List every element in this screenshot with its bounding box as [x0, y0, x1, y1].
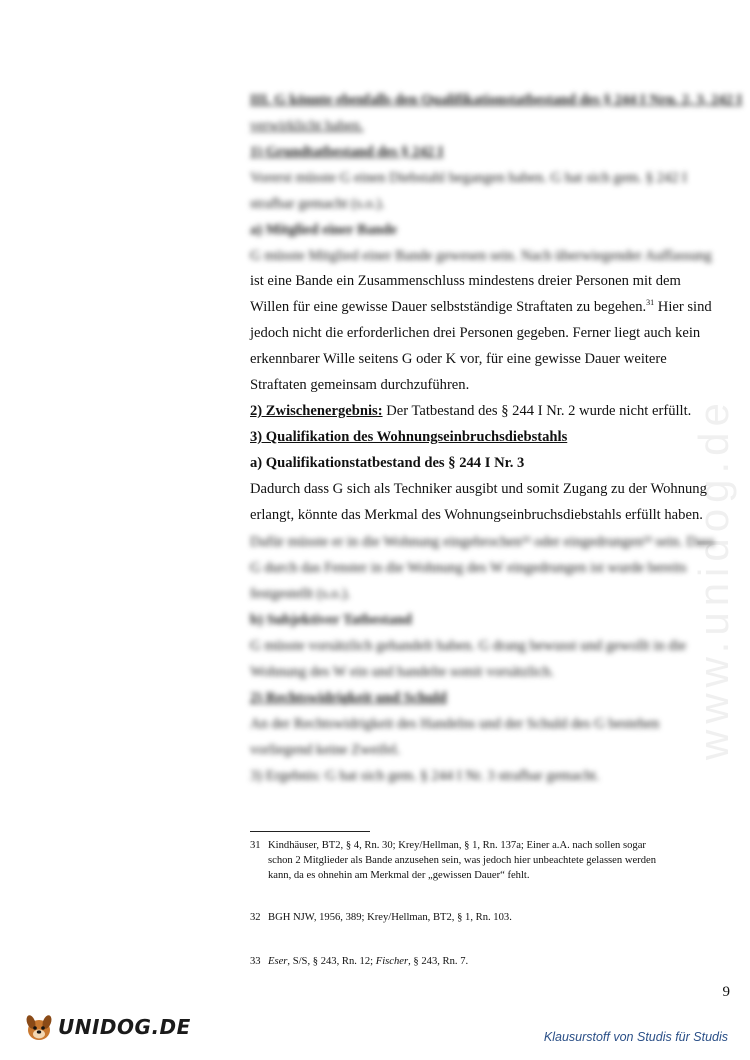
footer-slogan: Klausurstoff von Studis für Studis [543, 1030, 728, 1044]
blurred-text-line: 3) Ergebnis: G hat sich gem. § 244 I Nr. 3 strafbar gemacht. [250, 768, 600, 784]
heading-qualification-a: a) Qualifikationstatbestand des § 244 I Nr. 3 [250, 455, 525, 471]
blurred-text-line: festgestellt (s.o.). [250, 586, 351, 602]
blurred-text-line: strafbar gemacht (s.o.). [250, 196, 385, 212]
blurred-text-line: III. G könnte ebenfalls den Qualifikationstatbestand des § 244 I Nrn. 2, 3, 242 I [250, 92, 743, 108]
blurred-text-line: An der Rechtswidrigkeit des Handelns und der Schuld des G bestehen [250, 716, 660, 732]
blurred-text-line: Vorerst müsste G einen Diebstahl begangen haben. G hat sich gem. § 242 I [250, 170, 688, 186]
text-line: erkennbarer Wille seitens G oder K vor, für eine gewisse Dauer weitere [250, 351, 667, 367]
blurred-text-line: a) Mitglied einer Bande [250, 222, 397, 238]
logo-text: UNIDOG.DE [58, 1015, 191, 1039]
blurred-text-line: 2) Rechtswidrigkeit und Schuld [250, 690, 447, 706]
heading-qualification: 3) Qualifikation des Wohnungseinbruchsdiebstahls [250, 429, 568, 445]
footnote-divider [250, 831, 370, 832]
blurred-text-line: G müsste vorsätzlich gehandelt haben. G drang bewusst und gewollt in die [250, 638, 687, 654]
footnote-32: 32 BGH NJW, 1956, 389; Krey/Hellman, BT2, § 1, Rn. 103. [250, 912, 512, 923]
blurred-text-line: b) Subjektiver Tatbestand [250, 612, 412, 628]
text-line: Dadurch dass G sich als Techniker ausgibt und somit Zugang zu der Wohnung [250, 481, 707, 497]
intermediate-result: 2) Zwischenergebnis: Der Tatbestand des § 244 I Nr. 2 wurde nicht erfüllt. [250, 403, 692, 419]
blurred-text-line: G durch das Fenster in die Wohnung des W eingedrungen ist wurde bereits [250, 560, 687, 576]
blurred-text-line: verwirklicht haben. [250, 118, 364, 134]
blurred-text-line: Dafür müsste er in die Wohnung eingebrochen³² oder eingedrungen³³ sein. Dass [250, 534, 715, 550]
text-line: erlangt, könnte das Merkmal des Wohnungseinbruchsdiebstahls erfüllt haben. [250, 507, 703, 523]
watermark: www.unidog.de [690, 397, 737, 760]
dog-icon [22, 1010, 56, 1044]
blurred-text-line: 1) Grundtatbestand des § 242 I [250, 144, 444, 160]
footnote-31: 31 Kindhäuser, BT2, § 4, Rn. 30; Krey/Hellman, § 1, Rn. 137a; Einer a.A. nach sollen sogar schon 2 Mitglieder als Bande anzusehen sein, was jedoch hier unbeachtete gelassen werden kann, da es ohnehin am Merkmal der „gewissen Dauer“ fehlt. [250, 840, 657, 881]
footnote-ref-31: 31 [646, 298, 655, 307]
blurred-bottom-section [250, 529, 732, 789]
page-number: 9 [722, 984, 730, 1000]
blurred-top-section [250, 87, 743, 269]
text-line: jedoch nicht die erforderlichen drei Personen gegeben. Ferner liegt auch kein [250, 325, 701, 341]
text-line: ist eine Bande ein Zusammenschluss mindestens dreier Personen mit dem [250, 273, 681, 289]
intermediate-result-label: 2) Zwischenergebnis: [250, 403, 383, 419]
footnote-33: 33 Eser, S/S, § 243, Rn. 12; Fischer, § 243, Rn. 7. [250, 956, 469, 967]
visible-text-section [250, 268, 732, 528]
blurred-text-line: Wohnung des W ein und handelte somit vorsätzlich. [250, 664, 554, 680]
text-line: Straftaten gemeinsam durchzuführen. [250, 377, 470, 393]
blurred-text-line: vorliegend keine Zweifel. [250, 742, 401, 758]
text-line: Willen für eine gewisse Dauer selbstständige Straftaten zu begehen.$^{31}$ Hier sind [250, 298, 712, 315]
blurred-text-line: G müsste Mitglied einer Bande gewesen sein. Nach überwiegender Auffassung [250, 248, 712, 264]
unidog-logo[interactable] [22, 1010, 191, 1044]
